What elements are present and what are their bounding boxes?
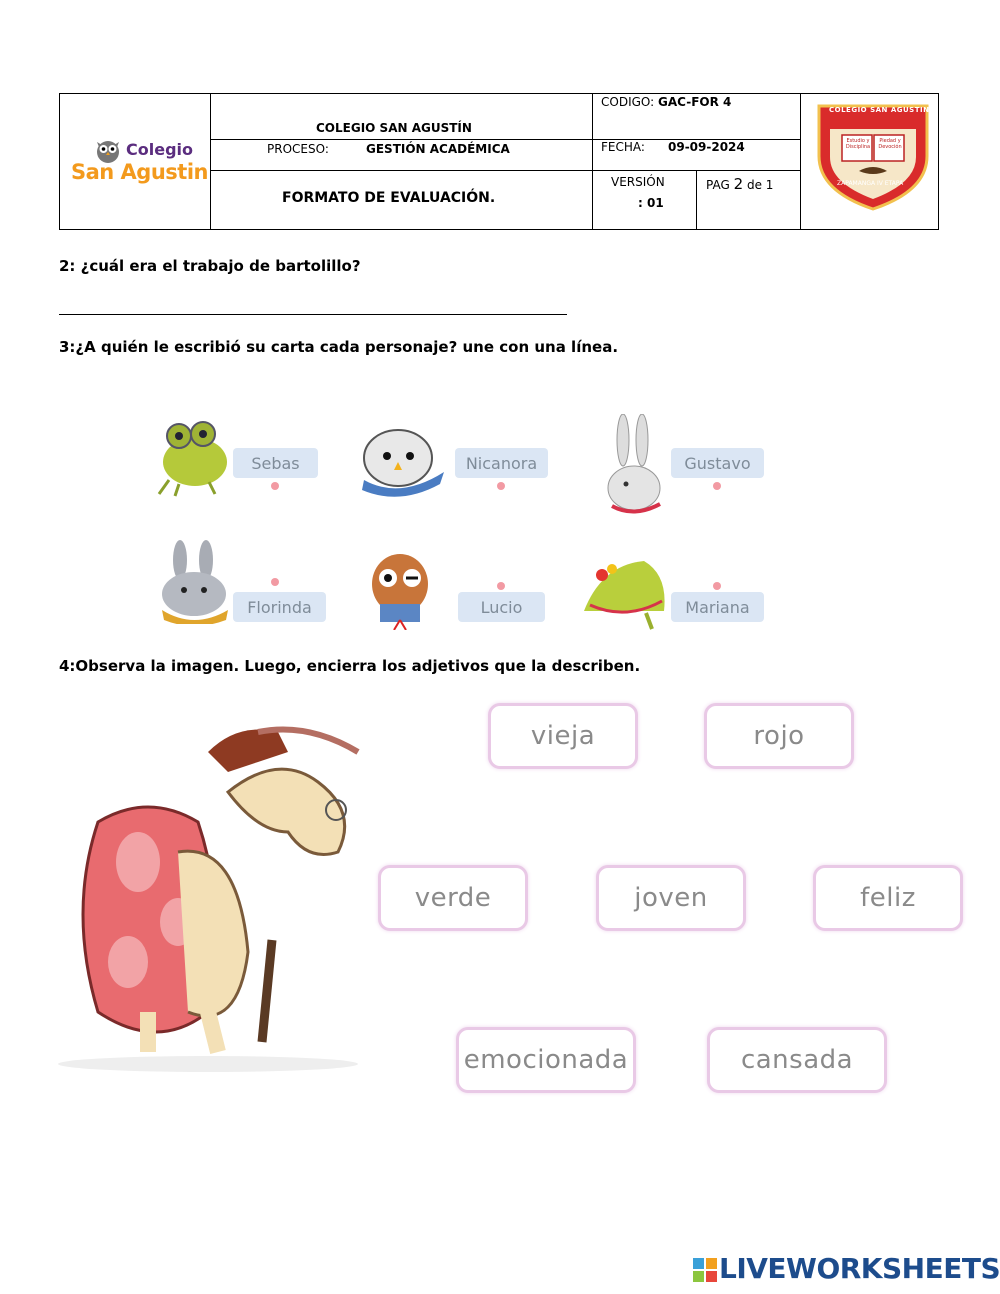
connection-dot[interactable] xyxy=(713,582,721,590)
question-3: 3:¿A quién le escribió su carta cada personaje? une con una línea. xyxy=(59,338,619,356)
codigo-value: GAC-FOR 4 xyxy=(658,95,732,109)
connection-dot[interactable] xyxy=(497,582,505,590)
adjective-vieja[interactable]: vieja xyxy=(488,703,638,769)
crest-book-left-text: Estudio y Disciplina xyxy=(845,138,871,150)
adjective-joven[interactable]: joven xyxy=(596,865,746,931)
name-tag-mariana: Mariana xyxy=(671,592,764,622)
name-tag-florinda: Florinda xyxy=(233,592,326,622)
proceso-value: GESTIÓN ACADÉMICA xyxy=(366,142,510,156)
connection-dot[interactable] xyxy=(271,482,279,490)
page-indicator xyxy=(706,175,773,193)
adjective-verde[interactable]: verde xyxy=(378,865,528,931)
fecha-value: 09-09-2024 xyxy=(668,140,745,154)
school-name: COLEGIO SAN AGUSTÍN xyxy=(316,121,472,135)
rabbit-character-icon xyxy=(598,414,668,522)
owl-character-icon-2 xyxy=(366,548,434,630)
fecha-label: FECHA: xyxy=(601,140,645,154)
name-tag-nicanora: Nicanora xyxy=(455,448,548,478)
adjective-feliz[interactable]: feliz xyxy=(813,865,963,931)
connection-dot[interactable] xyxy=(271,578,279,586)
school-logo xyxy=(68,134,208,194)
hare-character-icon xyxy=(154,540,234,624)
answer-line[interactable] xyxy=(59,314,567,315)
connection-dot[interactable] xyxy=(713,482,721,490)
question-2: 2: ¿cuál era el trabajo de bartolillo? xyxy=(59,257,361,275)
version-value: : 01 xyxy=(638,196,664,210)
divider xyxy=(210,94,211,229)
proceso-label: PROCESO: xyxy=(267,142,329,156)
crest-book-right-text: Piedad y Devoción xyxy=(878,138,902,150)
liveworksheets-brand: LIVEWORKSHEETS xyxy=(719,1252,1000,1285)
toad-character-icon xyxy=(582,555,672,631)
header-table xyxy=(59,93,939,230)
old-turtle-illustration xyxy=(58,712,378,1080)
name-tag-lucio: Lucio xyxy=(458,592,545,622)
divider xyxy=(696,171,697,229)
adjective-emocionada[interactable]: emocionada xyxy=(456,1027,636,1093)
divider xyxy=(592,94,593,229)
crest-top-text: COLEGIO SAN AGUSTIN xyxy=(829,106,930,114)
adjective-cansada[interactable]: cansada xyxy=(707,1027,887,1093)
logo-text-colegio: Colegio xyxy=(126,140,193,159)
liveworksheets-logo-icon xyxy=(693,1258,717,1282)
school-crest-icon xyxy=(814,101,932,211)
owl-character-icon xyxy=(360,428,448,502)
pag-of: de 1 xyxy=(746,178,774,192)
formato-title: FORMATO DE EVALUACIÓN. xyxy=(282,190,496,206)
name-tag-gustavo: Gustavo xyxy=(671,448,764,478)
divider xyxy=(800,94,801,229)
frog-character-icon xyxy=(155,420,230,498)
codigo-label: CODIGO: xyxy=(601,95,655,109)
adjective-rojo[interactable]: rojo xyxy=(704,703,854,769)
version-label: VERSIÓN xyxy=(611,175,665,189)
name-tag-sebas: Sebas xyxy=(233,448,318,478)
question-4: 4:Observa la imagen. Luego, encierra los adjetivos que la describen. xyxy=(59,657,641,675)
connection-dot[interactable] xyxy=(497,482,505,490)
pag-label: PAG xyxy=(706,178,730,192)
codigo-field xyxy=(601,95,731,109)
divider xyxy=(210,170,800,171)
pag-number: 2 xyxy=(733,175,744,193)
crest-bottom-text: ZAPAMANGA IV ETAPA xyxy=(837,180,904,187)
logo-text-san-agustin: San Agustin xyxy=(71,160,208,184)
